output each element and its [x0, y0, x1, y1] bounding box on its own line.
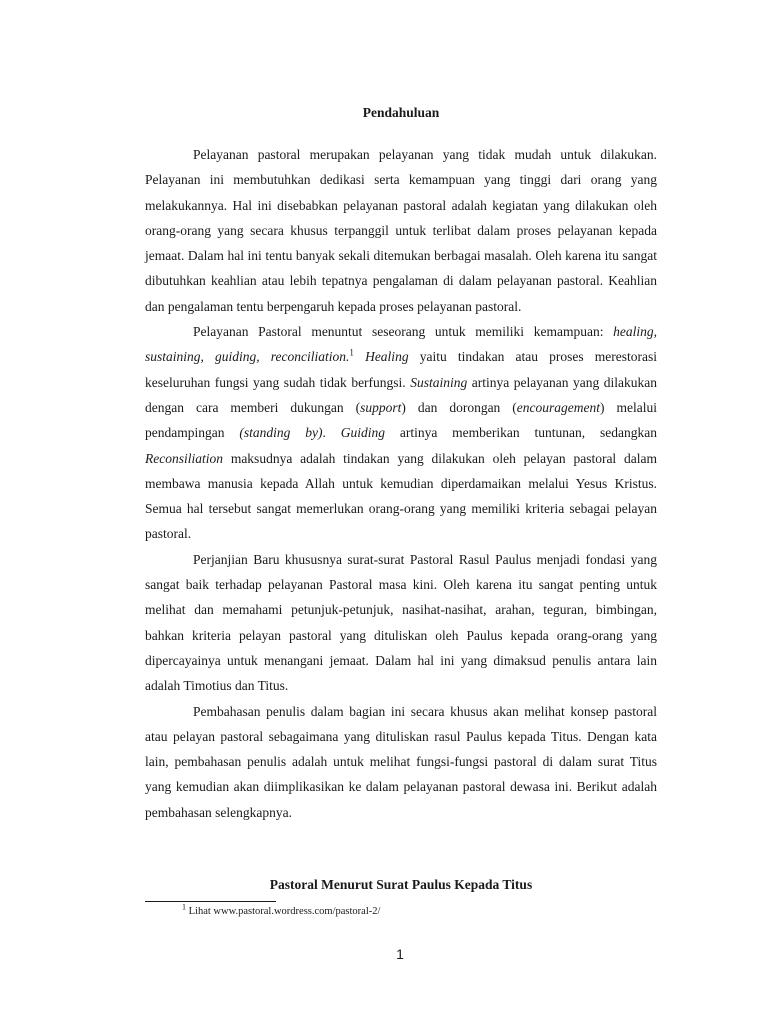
page-number: 1	[396, 946, 404, 962]
p2-text: yaitu tindakan atau proses merestorasi keseluruhan fungsi yang sudah tidak berfungsi.	[145, 349, 658, 390]
p2-terms: healing, sustaining, guiding, reconciliation.	[145, 324, 657, 365]
footnote-number: 1	[182, 902, 186, 912]
paragraph-4: Pembahasan penulis dalam bagian ini secara khusus akan melihat konsep pastoral atau pelayan pastoral sebagaimana yang dituliskan rasul Paulus kepada Titus. Dengan kata lain, pembahasan penulis adalah untuk melihat fungsi-fungsi pastoral di dalam surat Titus yang kemudian akan diimplikasikan ke dalam pelayanan pastoral dewasa ini. Berikut adalah pembahasan selengkapnya.	[145, 703, 657, 820]
p2-text: ) dan dorongan (	[401, 399, 517, 415]
term-support: support	[360, 399, 402, 415]
term-sustaining: Sustaining	[410, 374, 468, 390]
p2-text: artinya pelayanan yang dilakukan dengan cara memberi dukungan (	[145, 374, 657, 415]
p2-text: .	[322, 425, 341, 441]
footnote	[182, 902, 381, 919]
paragraph-2	[145, 319, 657, 547]
term-standing-by: (standing by)	[239, 425, 323, 441]
term-guiding: Guiding	[340, 425, 385, 441]
section-heading: Pendahuluan	[362, 105, 440, 120]
p2-text: artinya memberikan tuntunan, sedangkan	[384, 425, 657, 441]
paragraph-1: Pelayanan pastoral merupakan pelayanan yang tidak mudah untuk dilakukan. Pelayanan ini membutuhkan dedikasi serta kemampuan yang tinggi dari orang yang melakukannya. Hal ini disebabkan pelayanan pastoral adalah kegiatan yang dilakukan oleh orang-orang yang secara khusus terpanggil untuk terlibat dalam proses pelayanan kepada jemaat. Dalam hal ini tentu banyak sekali ditemukan berbagai masalah. Oleh karena itu sangat dibutuhkan keahlian atau lebih tepatnya pengalaman di dalam pelayanan pastoral. Keahlian dan pengalaman tentu berpengaruh kepada proses pelayanan pastoral.	[145, 147, 657, 314]
footnote-text: Lihat www.pastoral.wordress.com/pastoral-2/	[186, 906, 381, 917]
footnote-divider	[145, 901, 276, 902]
body-text	[145, 142, 657, 825]
subsection-heading: Pastoral Menurut Surat Paulus Kepada Titus	[269, 877, 533, 892]
footnote-reference[interactable]: 1	[349, 347, 354, 358]
term-reconsiliation: Reconsiliation	[145, 450, 223, 466]
p2-text: ) melalui pendampingan	[145, 399, 657, 441]
p2-text: maksudnya adalah tindakan yang dilakukan oleh pelayan pastoral dalam membawa manusia kepada Allah untuk kemudian diperdamaikan melalui Yesus Kristus. Semua hal tersebut sangat memerlukan orang-orang yang memiliki kriteria sebagai pelayan pastoral.	[145, 450, 657, 542]
paragraph-3: Perjanjian Baru khususnya surat-surat Pastoral Rasul Paulus menjadi fondasi yang sangat baik terhadap pelayanan Pastoral masa kini. Oleh karena itu sangat penting untuk melihat dan memahami petunjuk-petunjuk, nasihat-nasihat, arahan, teguran, bimbingan, bahkan kriteria pelayan pastoral yang dituliskan oleh Paulus kepada orang-orang yang dipercayainya untuk menangani jemaat. Dalam hal ini yang dimaksud penulis antara lain adalah Timotius dan Titus.	[145, 551, 657, 694]
p2-text: Pelayanan Pastoral menuntut seseorang untuk memiliki kemampuan:	[193, 324, 614, 340]
term-encouragement: encouragement	[516, 399, 601, 415]
term-healing: Healing	[353, 349, 409, 365]
